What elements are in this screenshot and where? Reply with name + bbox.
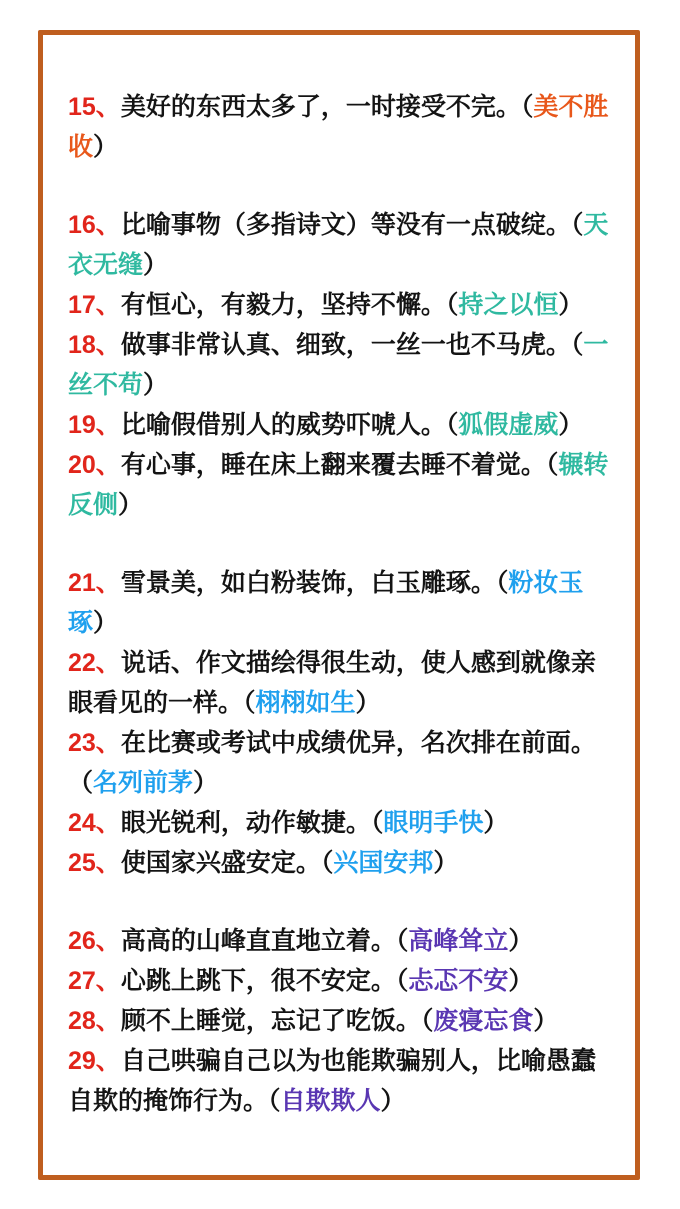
item-number: 15、 (68, 93, 121, 121)
item-number: 18、 (68, 331, 121, 359)
list-item (68, 643, 619, 723)
close-bracket: ） (433, 849, 459, 877)
item-definition: 比喻假借别人的威势吓唬人。 (120, 411, 446, 439)
item-number: 27、 (68, 967, 121, 995)
open-bracket: （ (320, 849, 334, 877)
item-idiom: 高峰耸立 (408, 927, 509, 955)
item-definition: 使国家兴盛安定。 (120, 849, 321, 877)
item-definition: 有恒心，有毅力，坚持不懈。 (120, 291, 446, 319)
open-bracket: （ (420, 1007, 434, 1035)
item-idiom: 一丝不苟 (68, 331, 609, 399)
item-definition: 有心事，睡在床上翻来覆去睡不着觉。 (120, 451, 546, 479)
item-number: 20、 (68, 451, 121, 479)
item-idiom: 粉妆玉琢 (68, 569, 584, 637)
item-idiom: 辗转反侧 (68, 451, 609, 519)
close-bracket: ） (483, 809, 509, 837)
item-number: 28、 (68, 1007, 121, 1035)
item-definition: 顾不上睡觉，忘记了吃饭。 (120, 1007, 421, 1035)
item-idiom: 自欺欺人 (280, 1087, 381, 1115)
item-number: 21、 (68, 569, 121, 597)
open-bracket: （ (243, 689, 256, 717)
close-bracket: ） (143, 251, 169, 279)
list-item (68, 563, 619, 643)
list-item (68, 405, 619, 445)
item-number: 24、 (68, 809, 121, 837)
item-idiom: 狐假虚威 (458, 411, 559, 439)
item-idiom: 眼明手快 (383, 809, 484, 837)
close-bracket: ） (558, 411, 584, 439)
item-definition: 心跳上跳下，很不安定。 (120, 967, 396, 995)
close-bracket: ） (93, 609, 119, 637)
item-definition: 在比赛或考试中成绩优异，名次排在前面。 (120, 729, 596, 757)
item-definition: 眼光锐利，动作敏捷。 (120, 809, 371, 837)
item-number: 26、 (68, 927, 121, 955)
open-bracket: （ (370, 809, 384, 837)
idiom-group (68, 563, 619, 883)
open-bracket: （ (395, 927, 409, 955)
list-item (68, 325, 619, 405)
idiom-group (68, 87, 619, 167)
close-bracket: ） (355, 689, 381, 717)
open-bracket: （ (395, 967, 409, 995)
content-frame (38, 30, 640, 1180)
item-number: 17、 (68, 291, 121, 319)
idiom-group (68, 205, 619, 525)
item-idiom: 美不胜收 (68, 93, 609, 161)
item-number: 19、 (68, 411, 121, 439)
item-definition: 做事非常认真、细致，一丝一也不马虎。 (120, 331, 571, 359)
close-bracket: ） (118, 491, 144, 519)
open-bracket: （ (495, 569, 509, 597)
item-definition: 美好的东西太多了，一时接受不完。 (120, 93, 521, 121)
open-bracket: （ (520, 93, 534, 121)
item-definition: 自己哄骗自己以为也能欺骗别人，比喻愚蠢自欺的掩饰行为。 (68, 1047, 596, 1115)
item-number: 25、 (68, 849, 121, 877)
item-definition: 比喻事物（多指诗文）等没有一点破绽。 (120, 211, 571, 239)
item-definition: 说话、作文描绘得很生动，使人感到就像亲眼看见的一样。 (68, 649, 596, 717)
open-bracket: （ (445, 411, 459, 439)
idiom-list (43, 35, 635, 1121)
item-number: 29、 (68, 1047, 121, 1075)
close-bracket: ） (508, 927, 534, 955)
item-idiom: 栩栩如生 (255, 689, 356, 717)
item-idiom: 名列前茅 (93, 769, 194, 797)
list-item (68, 1041, 619, 1121)
item-number: 22、 (68, 649, 121, 677)
list-item (68, 87, 619, 167)
list-item (68, 1001, 619, 1041)
idiom-group (68, 921, 619, 1121)
list-item (68, 803, 619, 843)
item-definition: 雪景美，如白粉装饰，白玉雕琢。 (120, 569, 496, 597)
list-item (68, 445, 619, 525)
item-number: 23、 (68, 729, 121, 757)
list-item (68, 723, 619, 803)
list-item (68, 843, 619, 883)
item-idiom: 天衣无缝 (68, 211, 609, 279)
open-bracket: （ (570, 331, 584, 359)
open-bracket: （ (68, 769, 94, 797)
close-bracket: ） (193, 769, 219, 797)
close-bracket: ） (533, 1007, 559, 1035)
item-idiom: 废寝忘食 (433, 1007, 534, 1035)
open-bracket: （ (570, 211, 584, 239)
list-item (68, 961, 619, 1001)
open-bracket: （ (268, 1087, 281, 1115)
close-bracket: ） (93, 133, 119, 161)
list-item (68, 285, 619, 325)
list-item (68, 205, 619, 285)
item-definition: 高高的山峰直直地立着。 (120, 927, 396, 955)
item-idiom: 忐忑不安 (408, 967, 509, 995)
close-bracket: ） (558, 291, 584, 319)
item-idiom: 兴国安邦 (333, 849, 434, 877)
item-idiom: 持之以恒 (458, 291, 559, 319)
close-bracket: ） (508, 967, 534, 995)
item-number: 16、 (68, 211, 121, 239)
close-bracket: ） (380, 1087, 406, 1115)
open-bracket: （ (445, 291, 459, 319)
close-bracket: ） (143, 371, 169, 399)
list-item (68, 921, 619, 961)
open-bracket: （ (545, 451, 559, 479)
